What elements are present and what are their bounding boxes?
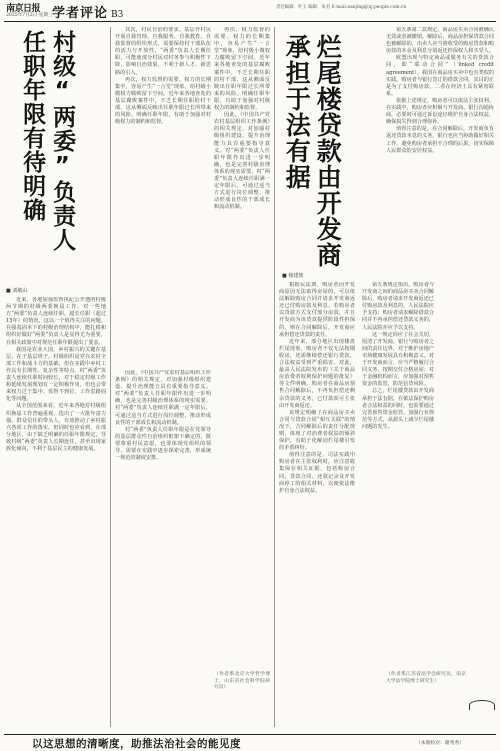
footer-slogan: 以这思想的清晰度，助推法治社会的能见度	[32, 738, 241, 750]
article1-column-2: 其次，村民自治的要求。基层作村民开展自我管理、自我服务、自我教育、自我监督的组织形式，需要保持村干部队伍的活力与开放性。“两委”负责人长期任职，可能使部分村民对村务参与积极性下降，影响自治效果，不利于新人才、新思路的引入。 再次，权力监督的需要。权力的长期集中，容易产生“一言堂”现象，给村级小微权力腐败留下空间。近年来各地查处的基层腐败案件中，不乏长期任职的村干部，这从侧面反映出任职年限过长所带来的风险。明确任职年限，有助于加强对村级权力的制约和监督。	[115, 27, 211, 126]
section-rubric	[52, 2, 123, 21]
article2-headline-line2: 烂尾楼贷款由开发商	[313, 34, 343, 268]
article2-column-3: 第五条第二款规定，商品房买卖合同被确认无效或者被撤销、解除后，商品房担保贷款合同也被解除的，出卖人应当将收受的购房贷款和购房款的本金及利息分别返还担保权人和买受人。 欧盟出现与特定商品或服务有关的贷款合同，即“联动合同”（linked credit agreement）。我国在商品房买卖中也有类似的实践，购房者与银行签订的借款合同，其目的正是为了支付购房款，二者在经济上具有紧密联系。 依据上述规定，购房者可以依法主张权利。在实践中，购房者应积极与开发商、银行沟通协商，必要时可通过诉讼途径维护自身合法权益，确保损失得到合理弥补。 值得注意的是，在合同解除后，开发商负有返还贷款本息的义务，银行也应当协助做好相关工作，避免购房者承担不合理的后果，切实保障人民群众的安居权益。	[386, 27, 494, 154]
article2-author: ■ 杨建坡	[282, 273, 304, 279]
article1-column-3: 因此，《中国共产党农村基层组织工作条例》的相关规定，对加强村级组织建设、提升治理能力具有重要指导意义。对“两委”负责人任职年限作出进一步明确，也是完善村级治理体系的现实需要。村“两委”负责人连续任职满一定年限后，可通过适当方式进行岗位调整，推动形成良性的干部成长和流动机制。 村“两委”负责人任职年限是在党领导的基层群众性自治组织框架下确定的，既要尊重村民意愿，也要体现党组织的领导，需要在实践中逐步探索完善，形成统一规范的制度安排。	[115, 370, 211, 462]
article1-headline-line2: 村级“两委”负责人	[49, 30, 76, 252]
column-divider	[110, 27, 111, 727]
header-rule	[4, 21, 496, 22]
editor-meta: 责任编辑：叶玉 编辑：朱君 E-mail:nanjing@nj.people.com.cn	[276, 5, 407, 10]
article1-column-4: 再次，权力监督的需要。权力的长期集中，容易产生“一言堂”现象，给村级小微权力腐败留下空间。近年来各地查处的基层腐败案件中，不乏长期任职的村干部，这从侧面反映出任职年限过长所带来的风险。明确任职年限，有助于加强对村级权力的制约和监督。 因此，《中国共产党农村基层组织工作条例》的相关规定，对加强村级组织建设、提升治理能力具有重要指导意义。对“两委”负责人任职年限作出进一步明确，也是完善村级治理体系的现实需要。村“两委”负责人连续任职满一定年限后，可通过适当方式进行岗位调整，推动形成良性的干部成长和流动机制。	[214, 27, 270, 211]
proofreader-credit: （本版校对：谢秀秀）	[416, 741, 464, 746]
issue-date: 2025年7月2日 星期三	[6, 13, 53, 18]
spacer-line	[382, 27, 383, 277]
article2-author-note: （作者系江苏省法学会研究员，南京大学法学院博士研究生）	[386, 672, 466, 684]
article2-headline-line1: 承担于法有据	[282, 34, 312, 190]
rubric-label: 学者评论	[52, 6, 109, 21]
article1-headline-line1: 任职年限有待明确	[19, 30, 46, 222]
page-header	[0, 0, 500, 22]
publisher-emblem-icon	[468, 700, 496, 711]
article-divider	[274, 27, 275, 727]
footer-rule	[4, 734, 496, 735]
article1-author-note: （作者系北京大学哲学博士，山东省社会科学院研究员）	[214, 672, 270, 691]
article1-column-1: 近来，各地加强监督执纪公开透明村级两节期的村级两委换届工作。对一些地方“两委”负责人连续任职、超长任职（超过15年）的情况，这以一个值得关注的问题。在强基固本下的村级治理结构中，能扎根和组织好做好“两委”负责人是显得尤为重要，在相关政策中对规范任职年限提出了要求。 我国是农业大国，乡村振兴的关键在基层，在于基层班子。村级组织是党在农村全部工作和战斗力的基础，但在实践中乡村工作具有长期性、复杂性等特点。村“两委”负责人连续任职时间较长，对于稳定村级工作和延续发展规划有一定积极作用，但也会带来权力过于集中、监督不到位、工作思路固化等问题。 从全国范围来看，近年来各地对村级组织换届工作普遍重视，选出了一大批年富力强、群众信任的带头人，有效推动了乡村振兴各项工作的落实。但同时也应看到，在部分地区，由于缺乏明确的任职年限规定，导致村级“两委”负责人长期连任，甚至出现家族化倾向，不利于基层民主的健康发展。	[6, 297, 106, 452]
article1-author: ■ 刘敏山	[6, 288, 28, 294]
page-number: B3	[111, 10, 124, 20]
article2-column-2: 第五条规定指出，购房者与开发商之间的商品房买卖合同解除后，购房者请求开发商返还已付购房款及利息的，人民法院应予支持；购房者请求解除借款合同并不再承担偿还贷款义务的，人民法院亦应予以支持。 这一规定回应了社会关切，厘清了开发商、银行与购房者之间的责任边界，对于维护房地产市场健康发展具有积极意义。对于开发商而言，应当严格履行合同义务，按期交付合格房屋；对于金融机构而言，应加强对预售资金的监管，防范信贷风险。 总之，烂尾楼贷款由开发商承担于法有据。在依法保护购房者合法权益的同时，也需要通过完善预售资金监管、加强行业规范等方式，从源头上减少烂尾楼问题的发生。	[362, 282, 434, 430]
newspaper-logo: 南京日报	[6, 4, 41, 14]
article2-column-1: 根据民法典，购房者因开发商原因无法取得房屋的，可以依法解除购房合同并请求开发商返还已付购房款及利息。若购房者以贷款方式支付部分房款，并且开发商为该贷款提供阶段性担保的，则在合同解除后，开发商应承担偿还贷款的责任。 近年来，部分地区出现楼盘烂尾现象，购房者不仅无法按期收房，还需继续偿还银行贷款，合法权益受到严重损害。对此，最高人民法院发布的《关于商品房消费者权利保护问题的批复》等文件明确，购房者在商品房预售合同解除后，不再负担偿还剩余贷款的义务，已付款项可主张由开发商返还。 该规定明确了在商品房买卖合同与贷款合同“相互关联”的情况下，合同解除后的责任分配规则，体现了对消费者权益的倾斜保护，有助于化解因烂尾楼引发的矛盾纠纷。 值得注意的是，司法实践中购房者在主张权利时，应注意收集保存相关证据，包括购房合同、贷款合同、还款记录及开发商停工的相关材料，以便依法维护自身合法权益。	[279, 282, 355, 494]
